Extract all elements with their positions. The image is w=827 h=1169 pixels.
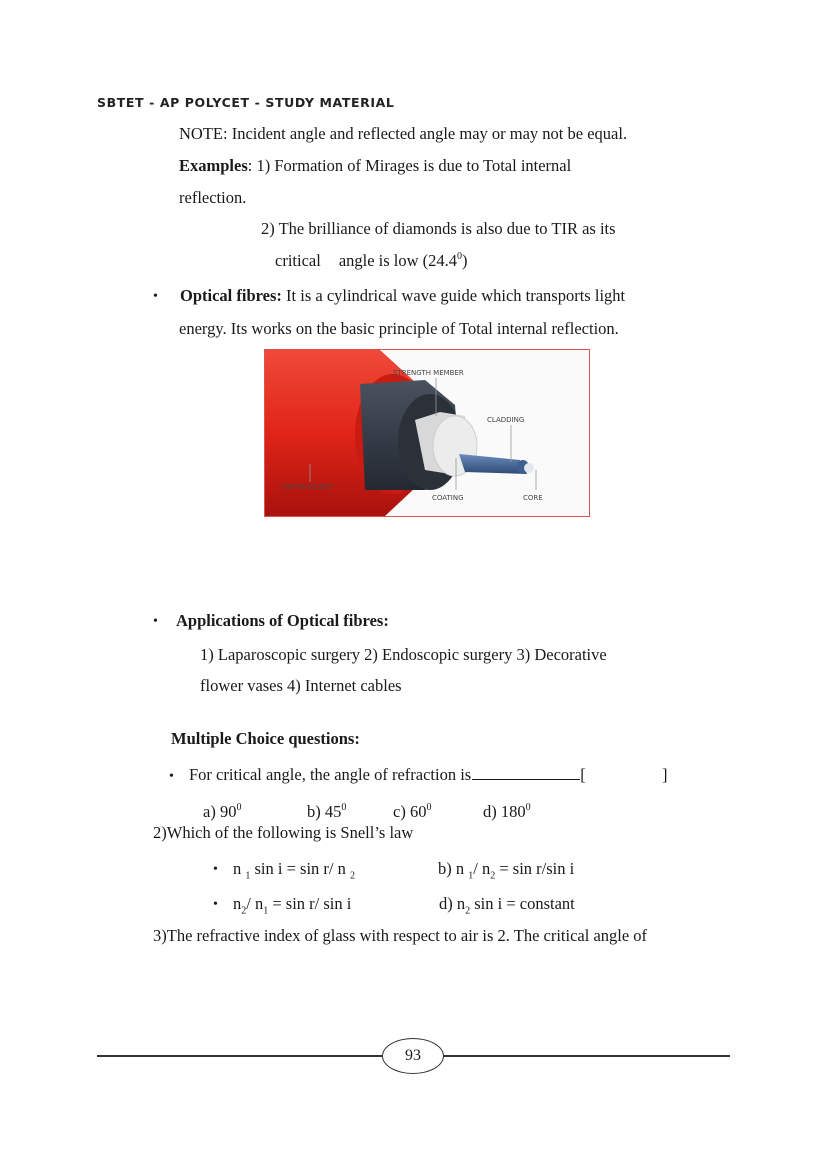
question-1 (189, 765, 586, 785)
core-label: CORE (523, 494, 543, 502)
degree-superscript: 0 (525, 801, 531, 813)
example-1-continuation: reflection. (179, 188, 247, 207)
bracket-open: [ (580, 765, 586, 784)
q2-option-b-part: / n (473, 859, 491, 878)
q2-option-c (233, 894, 352, 917)
subscript: 1 (263, 905, 269, 917)
applications-title-text: Applications of Optical fibres: (176, 611, 389, 630)
footer-rule-right (442, 1055, 730, 1057)
coating-label: COATING (432, 494, 464, 502)
bullet-icon: • (213, 897, 218, 912)
optical-fibres-label: Optical fibres: (180, 286, 282, 305)
q2-option-b (438, 859, 575, 882)
example-1-text: : 1) Formation of Mirages is due to Total internal (247, 156, 572, 175)
example-2-continuation (275, 251, 468, 271)
bracket-close: ] (662, 765, 668, 784)
strength-member-label: STRENGTH MEMBER (393, 369, 464, 377)
page-number (382, 1038, 444, 1074)
degree-superscript: 0 (426, 801, 432, 813)
applications-line-2: flower vases 4) Internet cables (200, 676, 402, 695)
example-2-text: 2) The brilliance of diamonds is also due to TIR as its (261, 219, 616, 238)
q1-option-a (203, 802, 241, 822)
q1-option-d-text: d) 180 (483, 802, 526, 821)
question-3: 3)The refractive index of glass with respect to air is 2. The critical angle of (153, 926, 648, 945)
q2-option-b-part: = sin r/sin i (495, 859, 575, 878)
examples-line-1 (179, 156, 571, 176)
q2-option-b-part: b) n (438, 859, 469, 878)
q2-option-a (233, 859, 355, 882)
bullet-icon: • (153, 614, 158, 629)
close-paren: ) (462, 251, 468, 270)
q2-option-c-part: = sin r/ sin i (268, 894, 352, 913)
subscript: 2 (465, 905, 471, 917)
bullet-icon: • (213, 862, 218, 877)
subscript: 1 (468, 870, 474, 882)
q1-option-b-text: b) 45 (307, 802, 342, 821)
q2-option-d-part: d) n (439, 894, 466, 913)
footer-rule-left (97, 1055, 382, 1057)
mcq-heading-text: Multiple Choice questions: (171, 729, 360, 748)
q1-option-a-text: a) 90 (203, 802, 237, 821)
degree-superscript: 0 (341, 801, 347, 813)
optical-fibre-figure (264, 349, 590, 517)
degree-superscript: 0 (236, 801, 242, 813)
cladding-label: CLADDING (487, 416, 525, 424)
q1-option-c-text: c) 60 (393, 802, 427, 821)
subscript: 2 (349, 870, 355, 882)
applications-line-1: 1) Laparoscopic surgery 2) Endoscopic surgery 3) Decorative (200, 645, 607, 664)
q1-option-b (307, 802, 346, 822)
optical-fibres-line-2: energy. Its works on the basic principle of Total internal reflection. (179, 319, 619, 338)
q2-option-c-part: n (233, 894, 242, 913)
degree-superscript: 0 (457, 250, 463, 262)
q2-option-d (439, 894, 575, 917)
page-number-text: 93 (405, 1047, 421, 1064)
bullet-icon: • (153, 289, 158, 304)
q2-option-a-part: sin i = sin r/ n (250, 859, 350, 878)
examples-label: Examples (179, 156, 248, 175)
q1-option-c (393, 802, 431, 822)
question-1-text: For critical angle, the angle of refraction is (189, 765, 472, 784)
critical-angle-text: angle is low (24.4 (338, 251, 458, 270)
optical-fibres-definition: It is a cylindrical wave guide which transports light (281, 286, 626, 305)
q2-option-d-part: sin i = constant (470, 894, 575, 913)
critical-word: critical (275, 251, 321, 270)
optical-fibres-line-1 (180, 286, 625, 306)
subscript: 2 (490, 870, 496, 882)
optical-fibre-diagram (265, 350, 589, 516)
mcq-heading (171, 729, 360, 749)
outer-jacket-label: OUTER JACKET (282, 483, 334, 491)
document-header: SBTET - AP POLYCET - STUDY MATERIAL (97, 95, 395, 110)
answer-blank (472, 765, 580, 780)
bullet-icon: • (169, 769, 174, 784)
q1-option-d (483, 802, 531, 822)
subscript: 2 (241, 905, 247, 917)
note-text: NOTE: Incident angle and reflected angle may or may not be equal. (179, 124, 628, 143)
q2-option-c-part: / n (246, 894, 264, 913)
applications-title (176, 611, 389, 631)
question-2: 2)Which of the following is Snell’s law (153, 823, 414, 842)
q2-option-a-part: n (233, 859, 246, 878)
subscript: 1 (245, 870, 251, 882)
